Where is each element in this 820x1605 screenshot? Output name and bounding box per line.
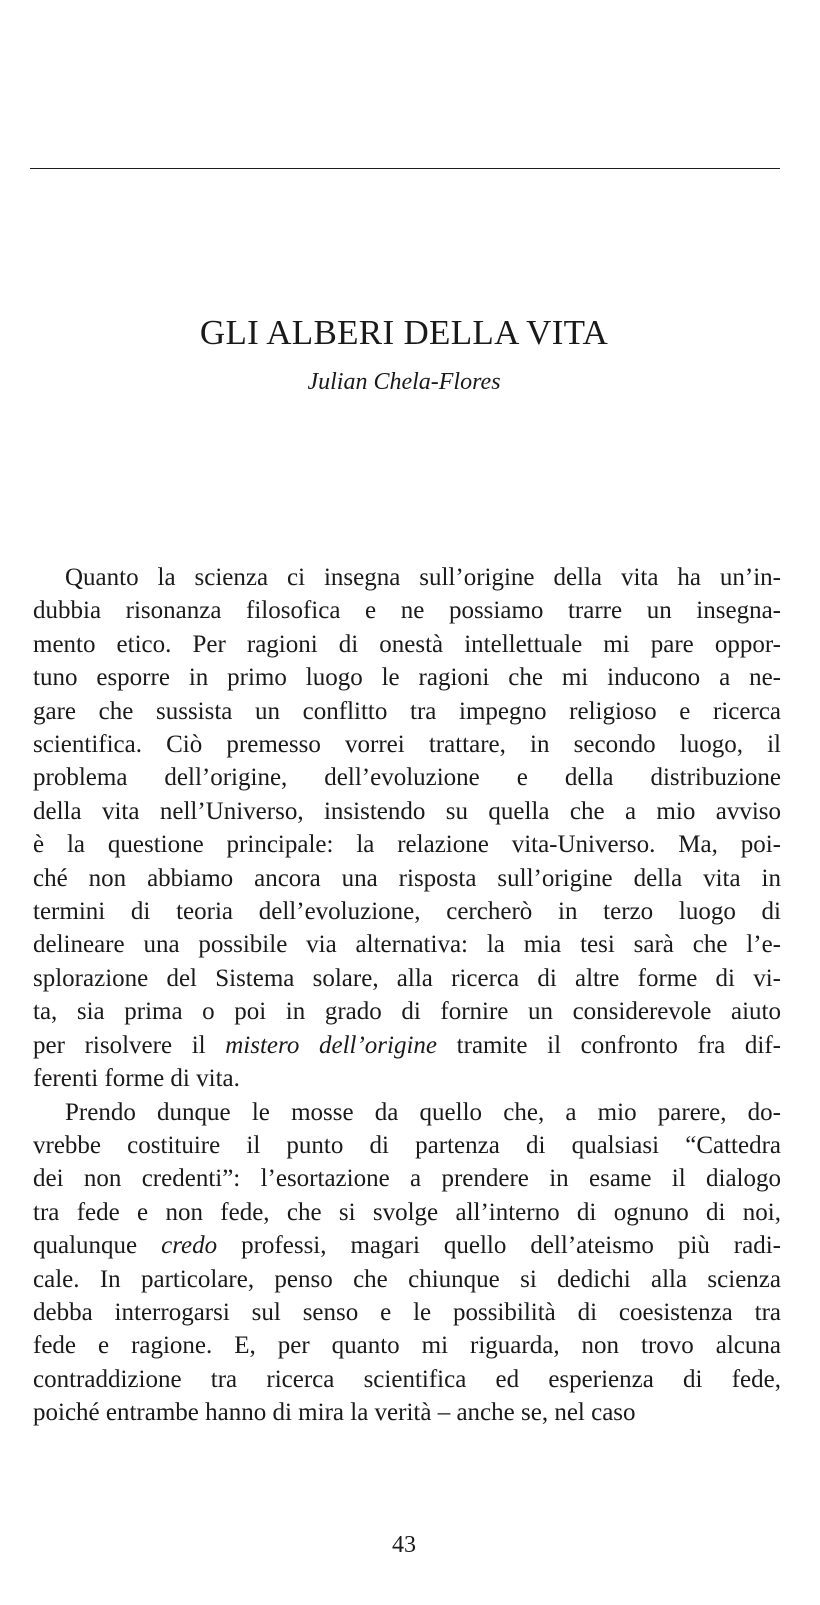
text-line <box>33 1029 781 1062</box>
chapter-title: GLI ALBERI DELLA VITA <box>199 313 609 352</box>
header-rule <box>30 168 780 169</box>
text-line <box>33 1363 781 1396</box>
text-run: dei non credenti”: l’esortazione a prendere in esame il dialogo <box>33 1165 781 1193</box>
italic-phrase: credo <box>161 1232 218 1260</box>
text-run: Quanto la scienza ci insegna sull’origine della vita ha un’in- <box>65 564 781 591</box>
page-number: 43 <box>392 1532 416 1558</box>
text-line <box>33 1296 781 1329</box>
text-line <box>33 895 781 928</box>
text-run: poiché entrambe hanno di mira la verità – anche se, nel caso <box>33 1399 636 1427</box>
chapter-author: Julian Chela-Flores <box>307 369 501 395</box>
text-run: vrebbe costituire il punto di partenza di qualsiasi “Cattedra <box>33 1131 781 1159</box>
text-run: mento etico. Per ragioni di onestà intellettuale mi pare oppor- <box>33 630 781 658</box>
text-run: per risolvere il <box>33 1031 226 1059</box>
text-line <box>33 995 781 1028</box>
text-run: qualunque <box>33 1232 162 1260</box>
text-run: fede e ragione. E, per quanto mi riguarda, non trovo alcuna <box>33 1332 781 1360</box>
text-run: termini di teoria dell’evoluzione, cercherò in terzo luogo di <box>33 898 781 926</box>
text-run: gare che sussista un conflitto tra impegno religioso e ricerca <box>33 697 781 725</box>
text-line <box>33 1229 781 1262</box>
text-run: è la questione principale: la relazione vita-Universo. Ma, poi- <box>33 831 781 859</box>
text-run: problema dell’origine, dell’evoluzione e della distribuzione <box>33 764 781 792</box>
text-line <box>33 761 781 794</box>
text-line <box>33 728 781 761</box>
body-text <box>33 561 781 1430</box>
text-line <box>33 862 781 895</box>
text-line <box>33 1196 781 1229</box>
text-line <box>33 561 781 594</box>
text-line <box>33 795 781 828</box>
text-line <box>33 594 781 627</box>
text-run: ta, sia prima o poi in grado di fornire un considerevole aiuto <box>33 998 781 1026</box>
text-line <box>33 695 781 728</box>
text-run: debba interrogarsi sul senso e le possibilità di coesistenza tra <box>33 1298 781 1326</box>
text-run: ferenti forme di vita. <box>33 1065 240 1093</box>
text-run: scientifica. Ciò premesso vorrei trattare, in secondo luogo, il <box>33 731 781 759</box>
text-run: tra fede e non fede, che si svolge all’interno di ognuno di noi, <box>33 1198 781 1226</box>
text-run: professi, magari quello dell’ateismo più radi- <box>217 1232 781 1260</box>
text-run: dubbia risonanza filosofica e ne possiamo trarre un insegna- <box>33 597 781 625</box>
text-run: tramite il confronto fra dif- <box>437 1031 782 1059</box>
text-run: delineare una possibile via alternativa: la mia tesi sarà che l’e- <box>33 931 781 959</box>
text-line <box>33 661 781 694</box>
text-line <box>33 928 781 961</box>
italic-phrase: mistero dell’origine <box>225 1031 438 1059</box>
text-line <box>33 1129 781 1162</box>
text-line <box>33 962 781 995</box>
paragraph <box>33 1096 781 1430</box>
text-line <box>33 828 781 861</box>
paragraph <box>33 561 781 1096</box>
text-run: splorazione del Sistema solare, alla ricerca di altre forme di vi- <box>33 964 781 992</box>
text-line <box>33 1096 781 1129</box>
text-line <box>33 1396 781 1429</box>
text-run: cale. In particolare, penso che chiunque si dedichi alla scienza <box>33 1265 781 1293</box>
text-line <box>33 628 781 661</box>
text-line <box>33 1329 781 1362</box>
text-run: tuno esporre in primo luogo le ragioni che mi inducono a ne- <box>33 664 781 692</box>
text-run: contraddizione tra ricerca scientifica ed esperienza di fede, <box>33 1365 781 1393</box>
text-run: della vita nell’Universo, insistendo su quella che a mio avviso <box>33 797 781 825</box>
text-line <box>33 1162 781 1195</box>
text-run: Prendo dunque le mosse da quello che, a mio parere, do- <box>65 1098 781 1126</box>
text-line <box>33 1062 781 1095</box>
text-line <box>33 1263 781 1296</box>
text-run: ché non abbiamo ancora una risposta sull’origine della vita in <box>33 864 781 892</box>
